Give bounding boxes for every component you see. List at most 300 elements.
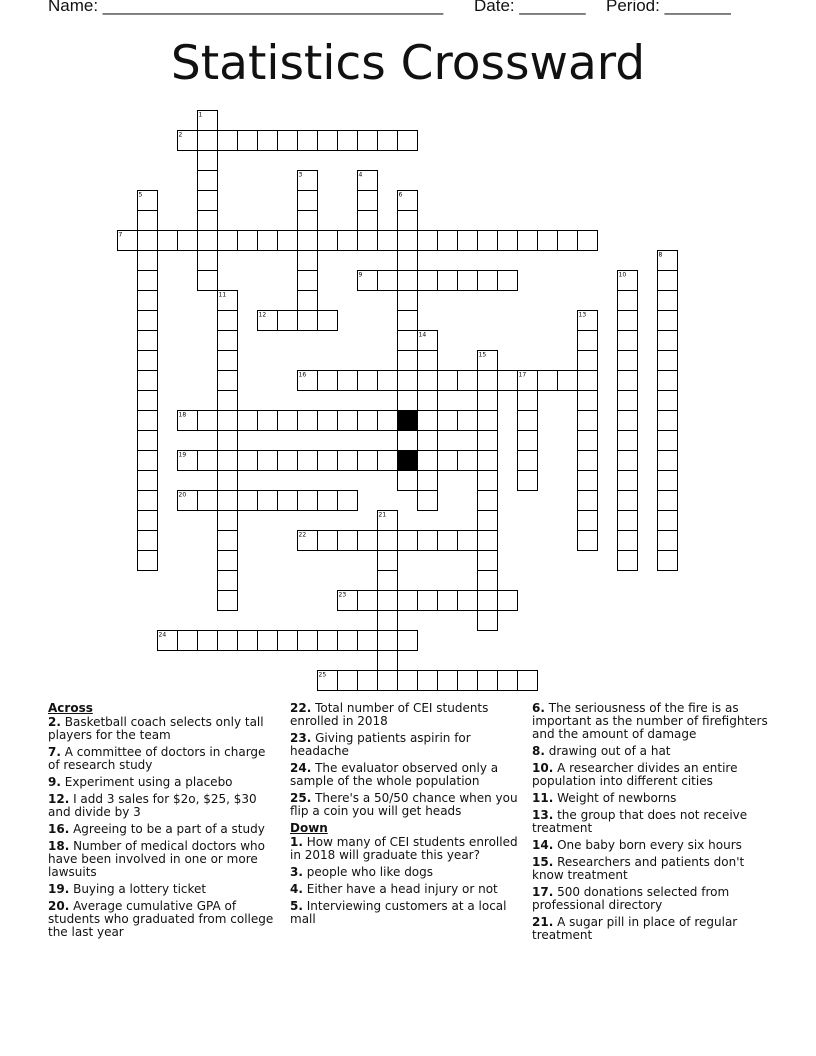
grid-cell[interactable]	[298, 291, 318, 311]
across-clue	[48, 900, 276, 939]
grid-cell[interactable]	[218, 451, 238, 471]
grid-cell[interactable]	[398, 291, 418, 311]
grid-cell[interactable]	[478, 671, 498, 691]
grid-cell[interactable]	[298, 311, 318, 331]
grid-cell[interactable]	[618, 471, 638, 491]
grid-cell[interactable]	[298, 411, 318, 431]
grid-cell[interactable]	[138, 351, 158, 371]
grid-cell[interactable]	[658, 511, 678, 531]
grid-cell[interactable]	[138, 491, 158, 511]
grid-cell[interactable]	[418, 491, 438, 511]
grid-cell[interactable]	[318, 371, 338, 391]
grid-cell[interactable]	[138, 391, 158, 411]
grid-cell[interactable]	[398, 331, 418, 351]
grid-cell[interactable]	[318, 131, 338, 151]
grid-cell[interactable]	[218, 411, 238, 431]
clue-text: The seriousness of the fire is as important as the number of firefighters and the amount of damage	[532, 701, 768, 741]
grid-cell[interactable]	[218, 231, 238, 251]
grid-cell[interactable]	[218, 431, 238, 451]
grid-cell[interactable]	[198, 211, 218, 231]
grid-cell[interactable]	[358, 411, 378, 431]
grid-cell[interactable]	[498, 591, 518, 611]
grid-cell[interactable]	[138, 251, 158, 271]
black-cell	[398, 451, 418, 471]
clue-number-label: 15.	[532, 855, 554, 869]
grid-cell[interactable]	[298, 131, 318, 151]
grid-cell[interactable]	[458, 671, 478, 691]
grid-cell[interactable]	[358, 671, 378, 691]
grid-cell[interactable]	[138, 411, 158, 431]
grid-cell[interactable]	[578, 231, 598, 251]
grid-cell[interactable]	[518, 451, 538, 471]
grid-cell[interactable]	[458, 411, 478, 431]
grid-cell[interactable]	[398, 431, 418, 451]
across-clue	[48, 883, 276, 896]
clue-number: 2	[178, 131, 183, 139]
grid-cell[interactable]	[618, 491, 638, 511]
grid-cell[interactable]	[138, 331, 158, 351]
grid-cell[interactable]	[138, 431, 158, 451]
clue-number-label: 13.	[532, 808, 554, 822]
grid-cell[interactable]	[138, 211, 158, 231]
name-field[interactable]: Name: ____________________________________	[48, 0, 444, 15]
grid-cell[interactable]	[458, 451, 478, 471]
grid-cell[interactable]	[258, 131, 278, 151]
clue-text: the group that does not receive treatment	[532, 808, 748, 835]
grid-cell[interactable]	[298, 491, 318, 511]
grid-cell[interactable]	[578, 511, 598, 531]
grid-cell[interactable]	[218, 331, 238, 351]
clue-text: Interviewing customers at a local mall	[290, 899, 507, 926]
grid-cell[interactable]	[478, 431, 498, 451]
grid-cell[interactable]	[658, 391, 678, 411]
grid-cell[interactable]	[398, 131, 418, 151]
grid-cell[interactable]	[378, 411, 398, 431]
grid-cell[interactable]	[618, 511, 638, 531]
clue-text: I add 3 sales for $2o, $25, $30 and divide by 3	[48, 792, 257, 819]
grid-cell[interactable]	[338, 491, 358, 511]
grid-cell[interactable]	[378, 611, 398, 631]
grid-cell[interactable]	[258, 411, 278, 431]
grid-cell[interactable]	[138, 531, 158, 551]
clue-text: Buying a lottery ticket	[69, 882, 207, 896]
grid-cell[interactable]	[198, 631, 218, 651]
clue-text: Number of medical doctors who have been involved in one or more lawsuits	[48, 839, 265, 879]
clue-number-label: 14.	[532, 838, 554, 852]
clue-number-label: 24.	[290, 761, 312, 775]
grid-cell[interactable]	[498, 671, 518, 691]
clue-text: Average cumulative GPA of students who graduated from college the last year	[48, 899, 274, 939]
grid-cell[interactable]	[378, 371, 398, 391]
grid-cell[interactable]	[418, 371, 438, 391]
grid-cell[interactable]	[218, 391, 238, 411]
grid-cell[interactable]	[338, 411, 358, 431]
grid-cell[interactable]	[618, 351, 638, 371]
grid-cell[interactable]	[198, 191, 218, 211]
grid-cell[interactable]	[418, 591, 438, 611]
grid-cell[interactable]	[558, 371, 578, 391]
grid-cell[interactable]	[138, 271, 158, 291]
grid-cell[interactable]	[478, 231, 498, 251]
grid-cell[interactable]	[478, 391, 498, 411]
grid-cell[interactable]	[298, 451, 318, 471]
grid-cell[interactable]	[618, 391, 638, 411]
grid-cell[interactable]	[218, 551, 238, 571]
grid-cell[interactable]	[658, 531, 678, 551]
grid-cell[interactable]	[298, 211, 318, 231]
grid-cell[interactable]	[478, 471, 498, 491]
grid-cell[interactable]	[358, 531, 378, 551]
clue-number-label: 10.	[532, 761, 554, 775]
clue-number-label: 21.	[532, 915, 554, 929]
grid-cell[interactable]	[318, 451, 338, 471]
grid-cell[interactable]	[658, 371, 678, 391]
clue-number: 10	[618, 271, 627, 279]
grid-cell[interactable]	[238, 231, 258, 251]
grid-cell[interactable]	[198, 411, 218, 431]
grid-cell[interactable]	[498, 271, 518, 291]
grid-cell[interactable]	[218, 531, 238, 551]
grid-cell[interactable]	[178, 631, 198, 651]
period-field[interactable]: Period: _______	[606, 0, 731, 15]
grid-cell[interactable]	[578, 331, 598, 351]
grid-cell[interactable]	[478, 371, 498, 391]
clue-number-label: 9.	[48, 775, 61, 789]
grid-cell[interactable]	[238, 451, 258, 471]
grid-cell[interactable]	[338, 631, 358, 651]
grid-cell[interactable]	[518, 411, 538, 431]
grid-cell[interactable]	[338, 531, 358, 551]
grid-cell[interactable]	[578, 391, 598, 411]
grid-cell[interactable]	[318, 491, 338, 511]
grid-cell[interactable]	[138, 551, 158, 571]
grid-cell[interactable]	[478, 411, 498, 431]
grid-cell[interactable]	[258, 451, 278, 471]
grid-cell[interactable]	[218, 471, 238, 491]
grid-cell[interactable]	[478, 271, 498, 291]
grid-cell[interactable]	[258, 231, 278, 251]
grid-cell[interactable]	[378, 451, 398, 471]
grid-cell[interactable]	[278, 631, 298, 651]
grid-cell[interactable]	[618, 371, 638, 391]
clue-number: 21	[378, 511, 387, 519]
grid-cell[interactable]	[338, 231, 358, 251]
grid-cell[interactable]	[218, 311, 238, 331]
clue-number: 4	[358, 171, 363, 179]
grid-cell[interactable]	[618, 451, 638, 471]
grid-cell[interactable]	[658, 271, 678, 291]
grid-cell[interactable]	[138, 291, 158, 311]
clue-number-label: 19.	[48, 882, 70, 896]
grid-cell[interactable]	[138, 511, 158, 531]
grid-cell[interactable]	[198, 251, 218, 271]
grid-cell[interactable]	[378, 631, 398, 651]
grid-cell[interactable]	[578, 431, 598, 451]
grid-cell[interactable]	[198, 131, 218, 151]
grid-cell[interactable]	[498, 371, 518, 391]
grid-cell[interactable]	[358, 231, 378, 251]
grid-cell[interactable]	[578, 471, 598, 491]
grid-cell[interactable]	[218, 571, 238, 591]
grid-cell[interactable]	[398, 631, 418, 651]
grid-cell[interactable]	[238, 131, 258, 151]
grid-cell[interactable]	[658, 491, 678, 511]
grid-cell[interactable]	[418, 471, 438, 491]
grid-cell[interactable]	[378, 131, 398, 151]
grid-cell[interactable]	[318, 231, 338, 251]
grid-cell[interactable]	[398, 251, 418, 271]
clue-text: Giving patients aspirin for headache	[290, 731, 471, 758]
grid-cell[interactable]	[458, 271, 478, 291]
grid-cell[interactable]	[218, 511, 238, 531]
grid-cell[interactable]	[318, 631, 338, 651]
grid-cell[interactable]	[378, 671, 398, 691]
grid-cell[interactable]	[198, 451, 218, 471]
clue-text: A sugar pill in place of regular treatment	[532, 915, 738, 942]
grid-cell[interactable]	[298, 231, 318, 251]
grid-cell[interactable]	[458, 231, 478, 251]
grid-cell[interactable]	[238, 631, 258, 651]
grid-cell[interactable]	[318, 411, 338, 431]
grid-cell[interactable]	[418, 271, 438, 291]
grid-cell[interactable]	[538, 371, 558, 391]
clue-text: 500 donations selected from professional directory	[532, 885, 730, 912]
grid-cell[interactable]	[438, 671, 458, 691]
grid-cell[interactable]	[478, 451, 498, 471]
grid-cell[interactable]	[198, 151, 218, 171]
grid-cell[interactable]	[618, 331, 638, 351]
down-clue	[290, 900, 522, 926]
grid-cell[interactable]	[538, 231, 558, 251]
grid-cell[interactable]	[398, 311, 418, 331]
grid-cell[interactable]	[578, 451, 598, 471]
grid-cell[interactable]	[218, 591, 238, 611]
grid-cell[interactable]	[238, 411, 258, 431]
grid-cell[interactable]	[478, 571, 498, 591]
down-clue	[290, 866, 522, 879]
grid-cell[interactable]	[658, 331, 678, 351]
grid-cell[interactable]	[418, 411, 438, 431]
grid-cell[interactable]	[418, 531, 438, 551]
grid-cell[interactable]	[358, 371, 378, 391]
grid-cell[interactable]	[338, 451, 358, 471]
clue-number-label: 23.	[290, 731, 312, 745]
grid-cell[interactable]	[418, 231, 438, 251]
grid-cell[interactable]	[378, 231, 398, 251]
grid-cell[interactable]	[578, 491, 598, 511]
grid-cell[interactable]	[278, 491, 298, 511]
grid-cell[interactable]	[198, 491, 218, 511]
grid-cell[interactable]	[518, 391, 538, 411]
grid-cell[interactable]	[438, 531, 458, 551]
grid-cell[interactable]	[398, 351, 418, 371]
clue-number-label: 11.	[532, 791, 554, 805]
grid-cell[interactable]	[378, 571, 398, 591]
grid-cell[interactable]	[398, 231, 418, 251]
grid-cell[interactable]	[198, 231, 218, 251]
clue-number: 9	[358, 271, 363, 279]
grid-cell[interactable]	[358, 131, 378, 151]
grid-cell[interactable]	[358, 191, 378, 211]
grid-cell[interactable]	[338, 371, 358, 391]
grid-cell[interactable]	[618, 531, 638, 551]
grid-cell[interactable]	[318, 311, 338, 331]
clue-text: One baby born every six hours	[553, 838, 742, 852]
grid-cell[interactable]	[258, 491, 278, 511]
grid-cell[interactable]	[358, 211, 378, 231]
grid-cell[interactable]	[238, 491, 258, 511]
grid-cell[interactable]	[278, 311, 298, 331]
grid-cell[interactable]	[438, 231, 458, 251]
clue-number: 11	[218, 291, 227, 299]
clue-number-label: 4.	[290, 882, 303, 896]
clue-number: 14	[418, 331, 427, 339]
down-clue	[290, 836, 522, 862]
grid-cell[interactable]	[278, 451, 298, 471]
clue-number: 12	[258, 311, 267, 319]
grid-cell[interactable]	[578, 351, 598, 371]
grid-cell[interactable]	[278, 231, 298, 251]
clue-number: 20	[178, 491, 187, 499]
grid-cell[interactable]	[138, 371, 158, 391]
grid-cell[interactable]	[438, 271, 458, 291]
clue-number-label: 3.	[290, 865, 303, 879]
grid-cell[interactable]	[618, 431, 638, 451]
grid-cell[interactable]	[138, 231, 158, 251]
grid-cell[interactable]	[358, 591, 378, 611]
grid-cell[interactable]	[418, 431, 438, 451]
grid-cell[interactable]	[398, 391, 418, 411]
grid-cell[interactable]	[438, 371, 458, 391]
grid-cell[interactable]	[378, 591, 398, 611]
grid-cell[interactable]	[218, 131, 238, 151]
grid-cell[interactable]	[658, 351, 678, 371]
grid-cell[interactable]	[258, 631, 278, 651]
grid-cell[interactable]	[218, 491, 238, 511]
clue-number: 8	[658, 251, 663, 259]
grid-cell[interactable]	[658, 451, 678, 471]
clue-column-2	[290, 702, 522, 930]
grid-cell[interactable]	[438, 591, 458, 611]
grid-cell[interactable]	[218, 371, 238, 391]
grid-cell[interactable]	[378, 271, 398, 291]
grid-cell[interactable]	[658, 551, 678, 571]
grid-cell[interactable]	[418, 671, 438, 691]
grid-cell[interactable]	[618, 551, 638, 571]
grid-cell[interactable]	[398, 671, 418, 691]
grid-cell[interactable]	[658, 471, 678, 491]
grid-cell[interactable]	[518, 471, 538, 491]
grid-cell[interactable]	[418, 451, 438, 471]
across-clue	[48, 776, 276, 789]
grid-cell[interactable]	[298, 271, 318, 291]
grid-cell[interactable]	[658, 431, 678, 451]
clue-number-label: 22.	[290, 701, 312, 715]
clue-number: 3	[298, 171, 303, 179]
grid-cell[interactable]	[478, 511, 498, 531]
clue-number-label: 5.	[290, 899, 303, 913]
grid-cell[interactable]	[578, 531, 598, 551]
grid-cell[interactable]	[178, 231, 198, 251]
grid-cell[interactable]	[138, 471, 158, 491]
grid-cell[interactable]	[658, 291, 678, 311]
grid-cell[interactable]	[658, 411, 678, 431]
grid-cell[interactable]	[138, 451, 158, 471]
grid-cell[interactable]	[658, 311, 678, 331]
grid-cell[interactable]	[338, 671, 358, 691]
clue-text: people who like dogs	[302, 865, 434, 879]
grid-cell[interactable]	[518, 671, 538, 691]
grid-cell[interactable]	[278, 411, 298, 431]
clue-number: 7	[118, 231, 123, 239]
grid-cell[interactable]	[498, 231, 518, 251]
grid-cell[interactable]	[378, 551, 398, 571]
grid-cell[interactable]	[298, 251, 318, 271]
grid-cell[interactable]	[478, 551, 498, 571]
down-clue	[532, 839, 768, 852]
grid-cell[interactable]	[278, 131, 298, 151]
grid-cell[interactable]	[298, 631, 318, 651]
grid-cell[interactable]	[218, 631, 238, 651]
grid-cell[interactable]	[418, 391, 438, 411]
grid-cell[interactable]	[398, 371, 418, 391]
clue-number: 1	[198, 111, 203, 119]
grid-cell[interactable]	[398, 531, 418, 551]
clue-text: Agreeing to be a part of a study	[69, 822, 265, 836]
grid-cell[interactable]	[198, 271, 218, 291]
grid-cell[interactable]	[518, 431, 538, 451]
grid-cell[interactable]	[358, 451, 378, 471]
grid-cell[interactable]	[398, 471, 418, 491]
grid-cell[interactable]	[318, 531, 338, 551]
grid-cell[interactable]	[158, 231, 178, 251]
grid-cell[interactable]	[438, 411, 458, 431]
grid-cell[interactable]	[618, 311, 638, 331]
grid-cell[interactable]	[478, 531, 498, 551]
clue-text: How many of CEI students enrolled in 2018 will graduate this year?	[290, 835, 518, 862]
grid-cell[interactable]	[378, 651, 398, 671]
grid-cell[interactable]	[458, 531, 478, 551]
clue-number: 5	[138, 191, 143, 199]
grid-cell[interactable]	[438, 451, 458, 471]
down-clue	[290, 883, 522, 896]
grid-cell[interactable]	[478, 491, 498, 511]
grid-cell[interactable]	[518, 231, 538, 251]
grid-cell[interactable]	[478, 611, 498, 631]
grid-cell[interactable]	[558, 231, 578, 251]
grid-cell[interactable]	[418, 351, 438, 371]
grid-cell[interactable]	[478, 591, 498, 611]
date-field[interactable]: Date: _______	[474, 0, 586, 15]
grid-cell[interactable]	[298, 191, 318, 211]
grid-cell[interactable]	[378, 531, 398, 551]
grid-cell[interactable]	[458, 591, 478, 611]
grid-cell[interactable]	[458, 371, 478, 391]
grid-cell[interactable]	[338, 131, 358, 151]
grid-cell[interactable]	[398, 211, 418, 231]
grid-cell[interactable]	[618, 291, 638, 311]
grid-cell[interactable]	[618, 411, 638, 431]
grid-cell[interactable]	[138, 311, 158, 331]
grid-cell[interactable]	[198, 171, 218, 191]
grid-cell[interactable]	[398, 591, 418, 611]
grid-cell[interactable]	[358, 631, 378, 651]
grid-cell[interactable]	[578, 411, 598, 431]
grid-cell[interactable]	[398, 271, 418, 291]
grid-cell[interactable]	[578, 371, 598, 391]
grid-cell[interactable]	[218, 351, 238, 371]
clue-column-1	[48, 702, 276, 943]
